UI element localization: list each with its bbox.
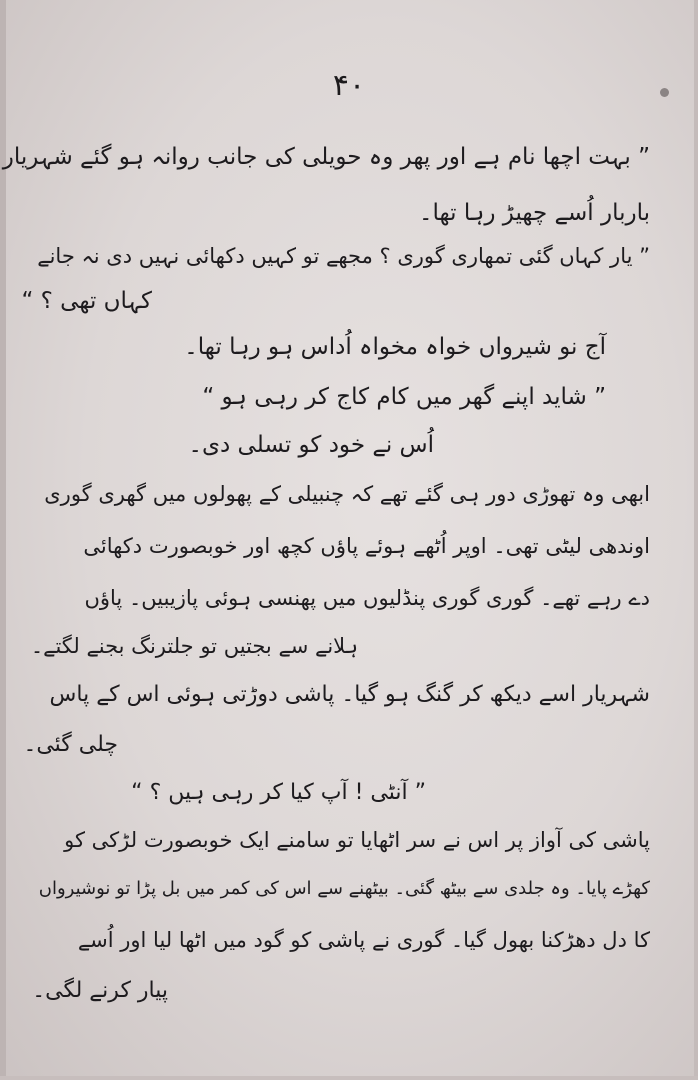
text-line-13: چلی گئی۔	[23, 732, 118, 757]
text-line-12: شہریار اسے دیکھ کر گنگ ہو گیا۔ پاشی دوڑتی ہوئی اس کے پاس	[49, 682, 650, 707]
text-line-8: ابھی وہ تھوڑی دور ہی گئے تھے کہ چنبیلی کے پھولوں میں گھری گوری	[44, 482, 650, 506]
text-line-7: اُس نے خود کو تسلی دی۔	[188, 432, 434, 458]
text-line-4: کہاں تھی ؟ “	[21, 288, 152, 314]
page-bottom-edge	[0, 1076, 698, 1080]
text-line-2: باربار اُسے چھیڑ رہا تھا۔	[419, 200, 650, 226]
text-line-18: پیار کرنے لگی۔	[32, 978, 168, 1003]
text-line-14: ” آنٹی ! آپ کیا کر رہی ہیں ؟ “	[131, 780, 426, 805]
text-line-9: اوندھی لیٹی تھی۔ اوپر اُٹھے ہوئے پاؤں کچھ اور خوبصورت دکھائی	[83, 534, 650, 558]
page-right-edge	[694, 0, 698, 1080]
text-line-1: ” بہت اچھا نام ہے اور پھر وہ حویلی کی جانب روانہ ہو گئے شہریار	[2, 144, 650, 170]
text-line-10: دے رہے تھے۔ گوری گوری پنڈلیوں میں پھنسی ہوئی پازیبیں۔ پاؤں	[84, 586, 650, 610]
text-line-5: آج نو شیرواں خواہ مخواہ اُداس ہو رہا تھا۔	[184, 334, 606, 360]
text-line-11: ہلانے سے بجتیں تو جلترنگ بجنے لگتے۔	[30, 634, 358, 658]
text-line-16: کھڑے پایا۔ وہ جلدی سے بیٹھ گئی۔ بیٹھنے سے اس کی کمر میں بل پڑا تو نوشیرواں	[38, 878, 650, 899]
page-number: ۴۰	[332, 68, 366, 103]
text-line-15: پاشی کی آواز پر اس نے سر اٹھایا تو سامنے ایک خوبصورت لڑکی کو	[64, 828, 650, 852]
text-line-17: کا دل دھڑکنا بھول گیا۔ گوری نے پاشی کو گود میں اٹھا لیا اور اُسے	[77, 928, 650, 952]
text-line-6: ” شاید اپنے گھر میں کام کاج کر رہی ہو “	[202, 384, 606, 410]
text-line-3: ” یار کہاں گئی تمھاری گوری ؟ مجھے تو کہیں دکھائی نہیں دی نہ جانے	[37, 244, 650, 268]
